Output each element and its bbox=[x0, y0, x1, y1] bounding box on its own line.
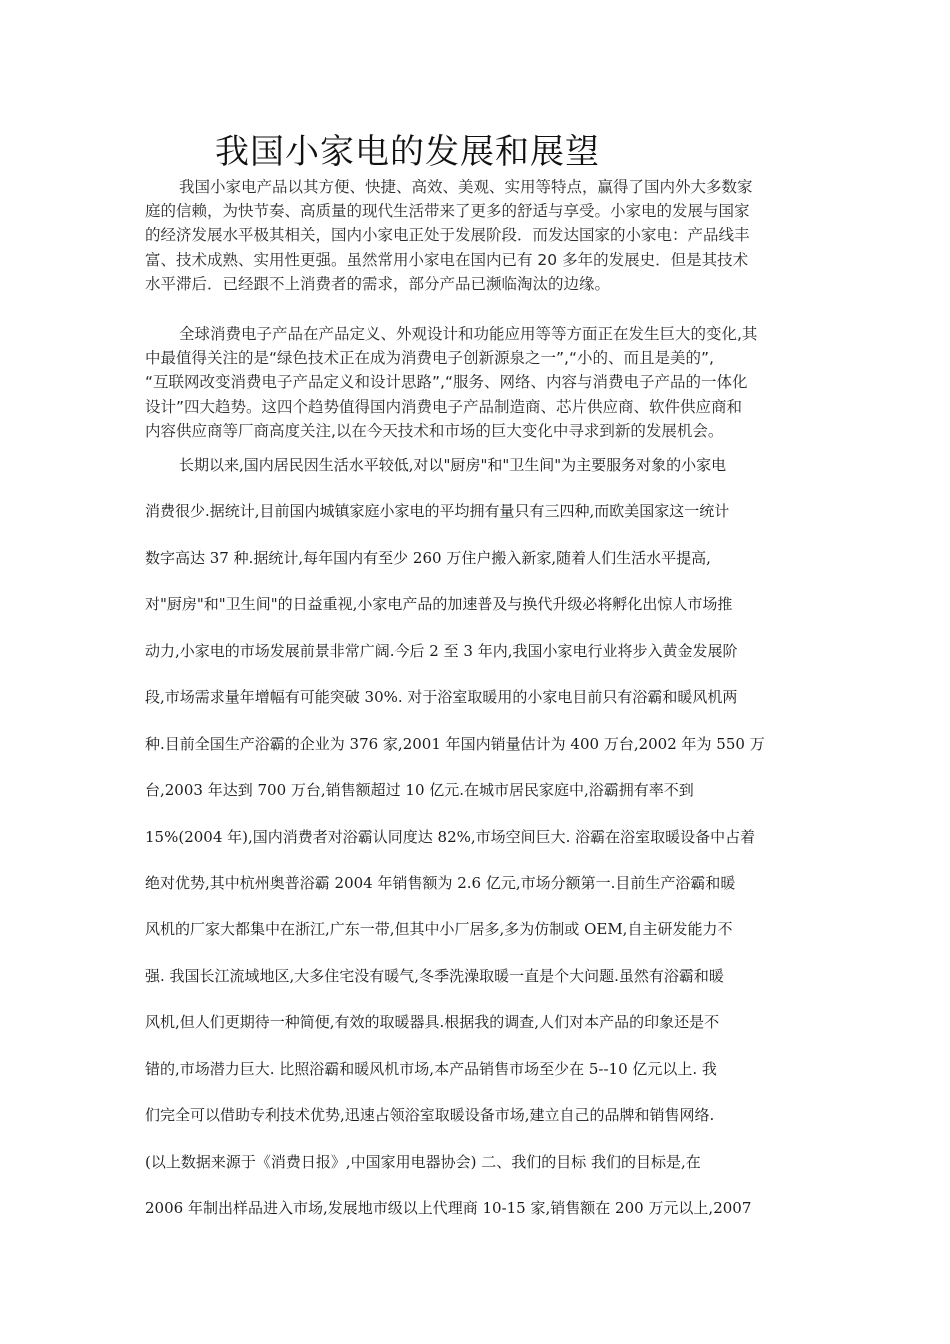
text-line: 的经济发展水平极其相关，国内小家电正处于发展阶段．而发达国家的小家电：产品线丰 bbox=[145, 226, 750, 245]
text-line: 们完全可以借助专利技术优势,迅速占领浴室取暖设备市场,建立自己的品牌和销售网络. bbox=[145, 1106, 715, 1125]
text-line: “互联网改变消费电子产品定义和设计思路”,“服务、网络、内容与消费电子产品的一体化 bbox=[145, 373, 748, 392]
paragraph-intro bbox=[145, 175, 810, 296]
text-line: 富、技术成熟、实用性更强。虽然常用小家电在国内已有 20 多年的发展史．但是其技术 bbox=[145, 250, 749, 269]
text-line: 动力,小家电的市场发展前景非常广阔.今后 2 至 3 年内,我国小家电行业将步入黄金发展阶 bbox=[145, 641, 738, 660]
text-line: 我国小家电产品以其方便、快捷、高效、美观、实用等特点，赢得了国内外大多数家 bbox=[179, 178, 753, 196]
paragraph-market bbox=[145, 455, 810, 1244]
text-line: 设计”四大趋势。这四个趋势值得国内消费电子产品制造商、芯片供应商、软件供应商和 bbox=[145, 397, 743, 416]
text-line: 数字高达 37 种.据统计,每年国内有至少 260 万住户搬入新家,随着人们生活水平提高, bbox=[145, 548, 711, 567]
text-line: 中最值得关注的是“绿色技术正在成为消费电子创新源泉之一”,“小的、而且是美的”, bbox=[145, 349, 714, 368]
document-title: 我国小家电的发展和展望 bbox=[215, 132, 600, 172]
text-line: 风机,但人们更期待一种简便,有效的取暖器具.根据我的调查,人们对本产品的印象还是不 bbox=[145, 1013, 720, 1032]
text-line: 段,市场需求量年增幅有可能突破 30%. 对于浴室取暖用的小家电目前只有浴霸和暖风机两 bbox=[145, 688, 738, 707]
paragraph-trends bbox=[145, 322, 810, 443]
text-line: 2006 年制出样品进入市场,发展地市级以上代理商 10-15 家,销售额在 200 万元以上,2007 bbox=[145, 1199, 752, 1217]
text-line: 15%(2004 年),国内消费者对浴霸认同度达 82%,市场空间巨大. 浴霸在浴室取暖设备中占着 bbox=[145, 827, 756, 846]
text-line: 水平滞后．已经跟不上消费者的需求，部分产品已濒临淘汰的边缘。 bbox=[145, 274, 611, 293]
text-line: (以上数据来源于《消费日报》,中国家用电器协会) 二、我们的目标 我们的目标是,在 bbox=[145, 1152, 701, 1171]
text-line: 强. 我国长江流域地区,大多住宅没有暖气,冬季洗澡取暖一直是个大问题.虽然有浴霸和暖 bbox=[145, 966, 724, 985]
text-line: 长期以来,国内居民因生活水平较低,对以"厨房"和"卫生间"为主要服务对象的小家电 bbox=[179, 456, 727, 474]
text-line: 台,2003 年达到 700 万台,销售额超过 10 亿元.在城市居民家庭中,浴霸拥有率不到 bbox=[145, 781, 694, 800]
text-line: 绝对优势,其中杭州奥普浴霸 2004 年销售额为 2.6 亿元,市场分额第一.目前生产浴霸和暖 bbox=[145, 873, 736, 892]
text-line: 对"厨房"和"卫生间"的日益重视,小家电产品的加速普及与换代升级必将孵化出惊人市场推 bbox=[145, 595, 733, 614]
text-line: 错的,市场潜力巨大. 比照浴霸和暖风机市场,本产品销售市场至少在 5--10 亿元以上. 我 bbox=[145, 1059, 717, 1078]
text-line: 风机的厂家大都集中在浙江,广东一带,但其中小厂居多,多为仿制或 OEM,自主研发能力不 bbox=[145, 920, 733, 939]
text-line: 消费很少.据统计,目前国内城镇家庭小家电的平均拥有量只有三四种,而欧美国家这一统计 bbox=[145, 502, 730, 521]
text-line: 内容供应商等厂商高度关注,以在今天技术和市场的巨大变化中寻求到新的发展机会。 bbox=[145, 421, 724, 440]
text-line: 庭的信赖，为快节奏、高质量的现代生活带来了更多的舒适与享受。小家电的发展与国家 bbox=[145, 202, 750, 221]
text-line: 全球消费电子产品在产品定义、外观设计和功能应用等等方面正在发生巨大的变化,其 bbox=[179, 325, 758, 343]
text-line: 种.目前全国生产浴霸的企业为 376 家,2001 年国内销量估计为 400 万台,2002 年为 550 万 bbox=[145, 734, 765, 753]
